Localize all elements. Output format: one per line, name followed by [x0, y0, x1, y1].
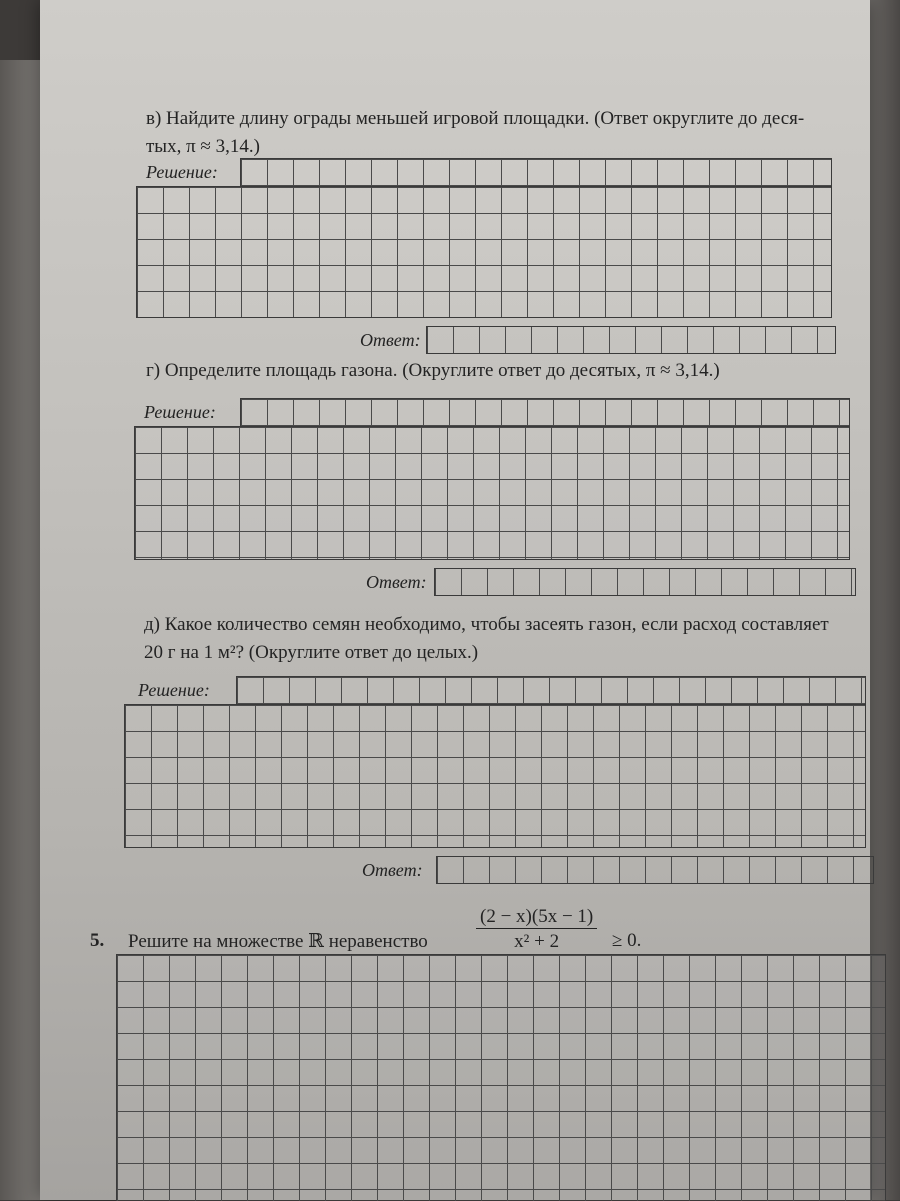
answer-cells-v[interactable] — [426, 326, 836, 354]
task-5-text: Решите на множестве ℝ неравенство — [128, 931, 428, 952]
task-5-denominator: x² + 2 — [514, 931, 560, 952]
task-v-line2: тых, π ≈ 3,14.) — [146, 136, 260, 157]
workbook-page — [40, 0, 870, 1200]
task-v-line1: в) Найдите длину ограды меньшей игровой площадки. (Ответ округлите до деся- — [146, 108, 805, 129]
solution-grid-v[interactable] — [136, 186, 832, 318]
answer-label-v: Ответ: — [360, 330, 421, 350]
solution-grid-d[interactable] — [124, 704, 866, 848]
answer-cells-d[interactable] — [436, 856, 874, 884]
task-d-line2: 20 г на 1 м²? (Округлите ответ до целых.) — [144, 642, 479, 663]
task-5-number: 5. — [90, 930, 105, 951]
answer-cells-g[interactable] — [434, 568, 856, 596]
solution-grid-5[interactable] — [116, 954, 886, 1201]
task-5-relation: ≥ 0. — [612, 930, 642, 951]
solution-grid-g[interactable] — [134, 426, 850, 560]
answer-label-d: Ответ: — [362, 860, 423, 880]
task-g-text: г) Определите площадь газона. (Округлите ответ до десятых, π ≈ 3,14.) — [146, 360, 720, 381]
solution-grid-v-top[interactable] — [240, 158, 832, 188]
solution-grid-g-top[interactable] — [240, 398, 850, 428]
task-d-line1: д) Какое количество семян необходимо, чтобы засеять газон, если расход составляет — [144, 614, 829, 635]
solution-grid-d-top[interactable] — [236, 676, 866, 706]
solution-label-d: Решение: — [138, 680, 210, 700]
answer-label-g: Ответ: — [366, 572, 427, 592]
solution-label-g: Решение: — [144, 402, 216, 422]
task-5-numerator: (2 − x)(5x − 1) — [476, 906, 597, 929]
task-5-fraction — [476, 906, 597, 953]
solution-label-v: Решение: — [146, 162, 218, 182]
